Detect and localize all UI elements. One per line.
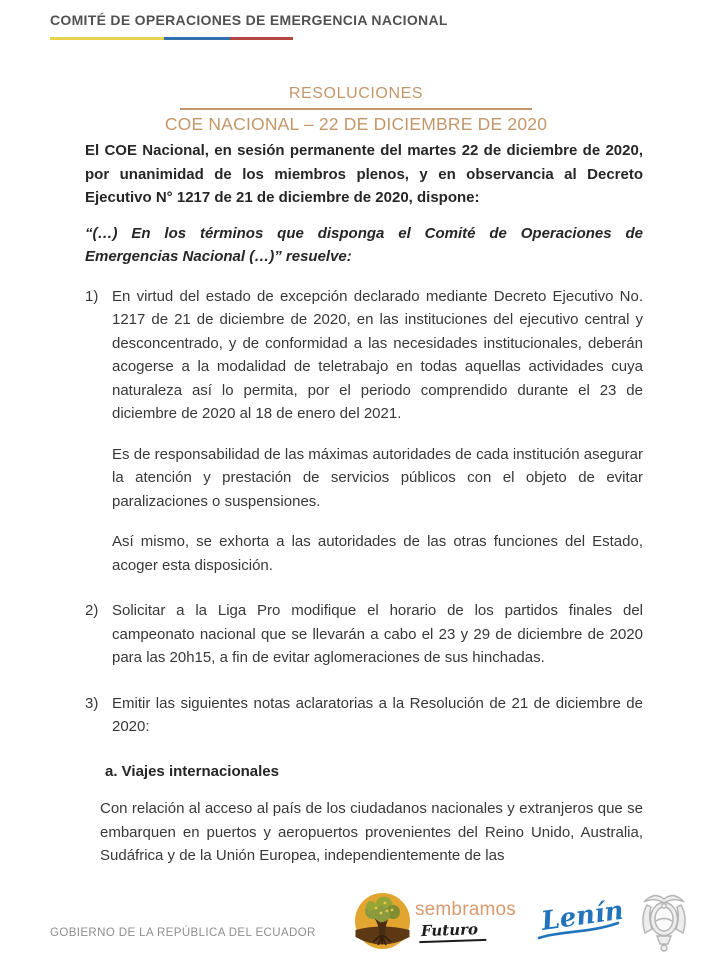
item-1-subparagraph-1: Es de responsabilidad de las máximas autoridades de cada institución asegurar la atención y prestación de servicios públicos con el objeto de evitar paralizaciones o suspensiones. xyxy=(112,445,643,510)
sembramos-wordmark xyxy=(415,900,516,942)
flag-yellow-segment xyxy=(50,37,164,40)
flag-blue-segment xyxy=(164,37,230,40)
resolutions-title: RESOLUCIONES xyxy=(288,85,424,102)
lenin-signature xyxy=(534,892,622,951)
resolution-item-3 xyxy=(85,692,643,739)
item-2-number: 2) xyxy=(85,602,99,619)
item-2-text: Solicitar a la Liga Pro modifique el horario de los partidos finales del campeonato nacional que se llevarán a cabo el 23 y 29 de diciembre de 2020 para las 20h15, a fin de evitar aglomeraciones de sus hinchadas. xyxy=(112,602,643,666)
footer-logos xyxy=(354,889,692,953)
lenin-signature-icon xyxy=(534,892,622,946)
futuro-text: Futuro xyxy=(419,920,487,943)
intro-paragraph: El COE Nacional, en sesión permanente del martes 22 de diciembre de 2020, por unanimidad de los miembros plenos, y en observancia al Decreto Ejecutivo N° 1217 de 21 de diciembre de 2020, dispone: xyxy=(85,142,643,206)
document-footer xyxy=(0,885,712,960)
item-1-text: En virtud del estado de excepción declarado mediante Decreto Ejecutivo No. 1217 de 21 de diciembre de 2020, en las instituciones del ejecutivo central y desconcentrado, y de conformidad a las necesidades institucionales, deberán acogerse a la modalidad de teletrabajo en todas aquellas actividades cuya naturaleza así lo permita, por el periodo comprendido durante el 23 de diciembre de 2020 al 18 de enero del 2021. xyxy=(112,287,643,422)
header-title: COMITÉ DE OPERACIONES DE EMERGENCIA NACIONAL xyxy=(50,12,448,28)
title-block xyxy=(0,85,712,135)
document-body xyxy=(85,139,643,868)
ecuador-flag-line xyxy=(50,37,293,40)
resolution-item-1 xyxy=(85,285,643,426)
section-a-paragraph: Con relación al acceso al país de los ciudadanos nacionales y extranjeros que se embarquen en puertos y aeropuertos provenientes del Reino Unido, Australia, Sudáfrica y de la Unión Europea, independientemente de las xyxy=(100,800,643,864)
resolution-item-2 xyxy=(85,599,643,670)
section-a-heading: a. Viajes internacionales xyxy=(105,762,279,780)
flag-red-segment xyxy=(230,37,293,40)
item-3-number: 3) xyxy=(85,694,99,712)
item-1-number: 1) xyxy=(85,287,99,305)
quote-paragraph: “(…) En los términos que disponga el Comité de Operaciones de Emergencias Nacional (…)” resuelve: xyxy=(85,224,643,265)
item-3-text: Emitir las siguientes notas aclaratorias a la Resolución de 21 de diciembre de 2020: xyxy=(112,694,643,735)
government-label: GOBIERNO DE LA REPÚBLICA DEL ECUADOR xyxy=(50,927,316,939)
tree-icon xyxy=(354,892,411,950)
sembramos-futuro-logo xyxy=(354,892,516,950)
session-subtitle: COE NACIONAL – 22 DE DICIEMBRE DE 2020 xyxy=(164,114,548,134)
document-header xyxy=(50,12,448,40)
sembramos-text: sembramos xyxy=(414,899,516,920)
ecuador-coat-of-arms-icon xyxy=(636,889,692,953)
item-1-subparagraph-2: Así mismo, se exhorta a las autoridades de las otras funciones del Estado, acoger esta disposición. xyxy=(112,533,643,574)
title-underline xyxy=(180,108,532,110)
lenin-signature-text: Lenín xyxy=(539,895,622,937)
